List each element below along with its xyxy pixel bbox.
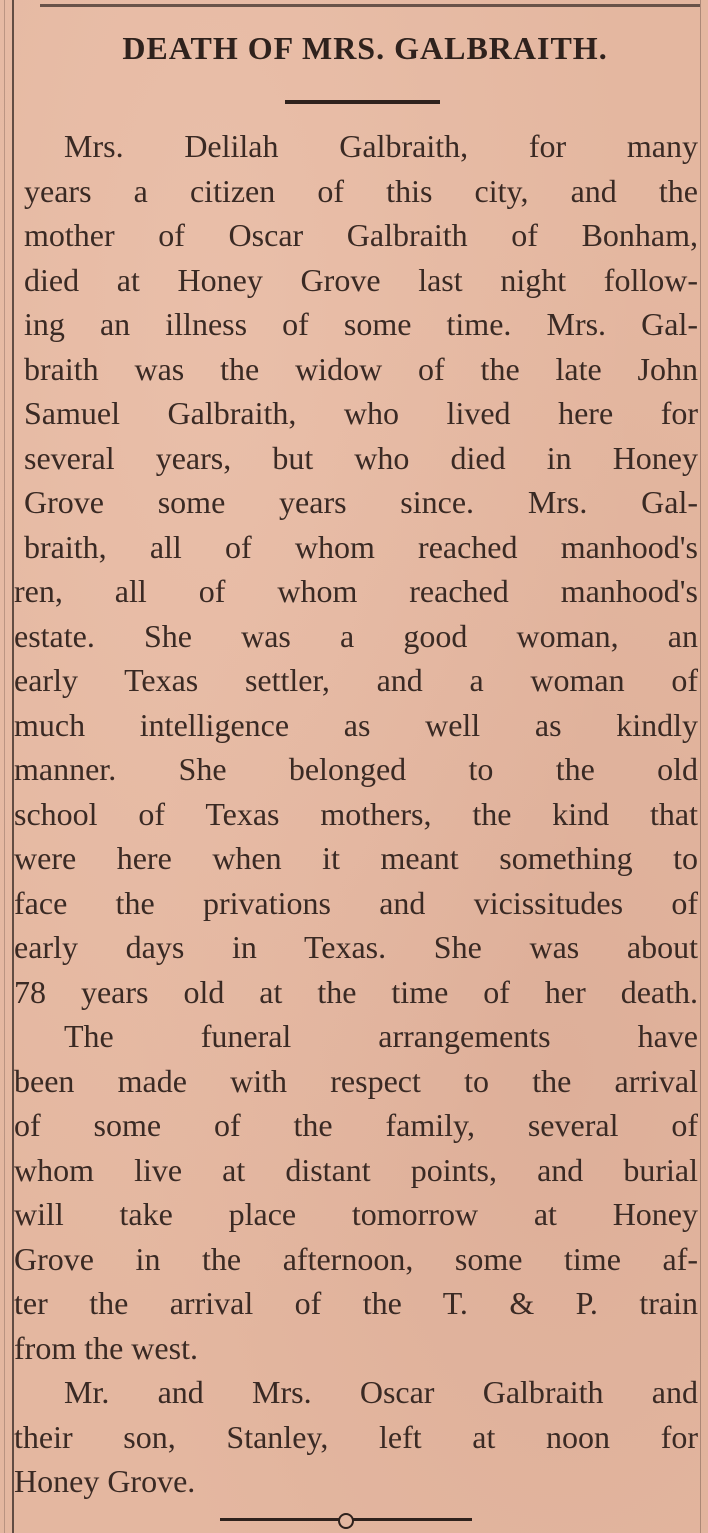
article-body — [14, 124, 698, 1504]
article-line: mother of Oscar Galbraith of Bonham, — [24, 217, 698, 253]
article-line: Samuel Galbraith, who lived here for — [24, 395, 698, 431]
article-line: will take place tomorrow at Honey — [14, 1196, 698, 1232]
article-line: died at Honey Grove last night follow- — [24, 261, 698, 298]
article-line: early days in Texas. She was about — [14, 929, 698, 965]
article-line: 78 years old at the time of her death. — [14, 973, 698, 1010]
article-line: early Texas settler, and a woman of — [14, 662, 698, 698]
article-line: ing an illness of some time. Mrs. Gal- — [24, 306, 698, 342]
article-line: manner. She belonged to the old — [14, 751, 698, 787]
article-line: ter the arrival of the T. & P. train — [14, 1285, 698, 1321]
article-line: Grove some years since. Mrs. Gal- — [24, 484, 698, 520]
column-rule-outer — [4, 0, 5, 1533]
article-headline: DEATH OF MRS. GALBRAITH. — [122, 30, 608, 66]
article-line: school of Texas mothers, the kind that — [14, 795, 698, 832]
article-line: Grove in the afternoon, some time af- — [14, 1240, 698, 1277]
article-line: much intelligence as well as kindly — [14, 706, 698, 743]
article-line: braith, all of whom reached manhood's — [24, 528, 698, 565]
article-line: been made with respect to the arrival — [14, 1062, 698, 1099]
article-line: whom live at distant points, and burial — [14, 1151, 698, 1188]
headline-rule — [285, 100, 440, 104]
top-rule — [40, 4, 700, 7]
article-line: Mr. and Mrs. Oscar Galbraith and — [64, 1374, 698, 1410]
article-line: years a citizen of this city, and the — [24, 172, 698, 209]
article-line: ren, all of whom reached manhood's — [14, 573, 698, 609]
end-ornament — [338, 1513, 354, 1529]
article-line: The funeral arrangements have — [64, 1018, 698, 1054]
article-line: braith was the widow of the late John — [24, 350, 698, 387]
article-line: Mrs. Delilah Galbraith, for many — [64, 128, 698, 164]
article-line: Honey Grove. — [14, 1463, 196, 1499]
article-line: face the privations and vicissitudes of — [14, 884, 698, 921]
article-line: from the west. — [14, 1329, 198, 1366]
article-line: of some of the family, several of — [14, 1107, 698, 1143]
article-line: estate. She was a good woman, an — [14, 617, 698, 654]
article-line: several years, but who died in Honey — [24, 439, 698, 476]
article-line: were here when it meant something to — [14, 840, 698, 876]
article-line: their son, Stanley, left at noon for — [14, 1418, 698, 1455]
column-rule-right — [700, 0, 701, 1533]
